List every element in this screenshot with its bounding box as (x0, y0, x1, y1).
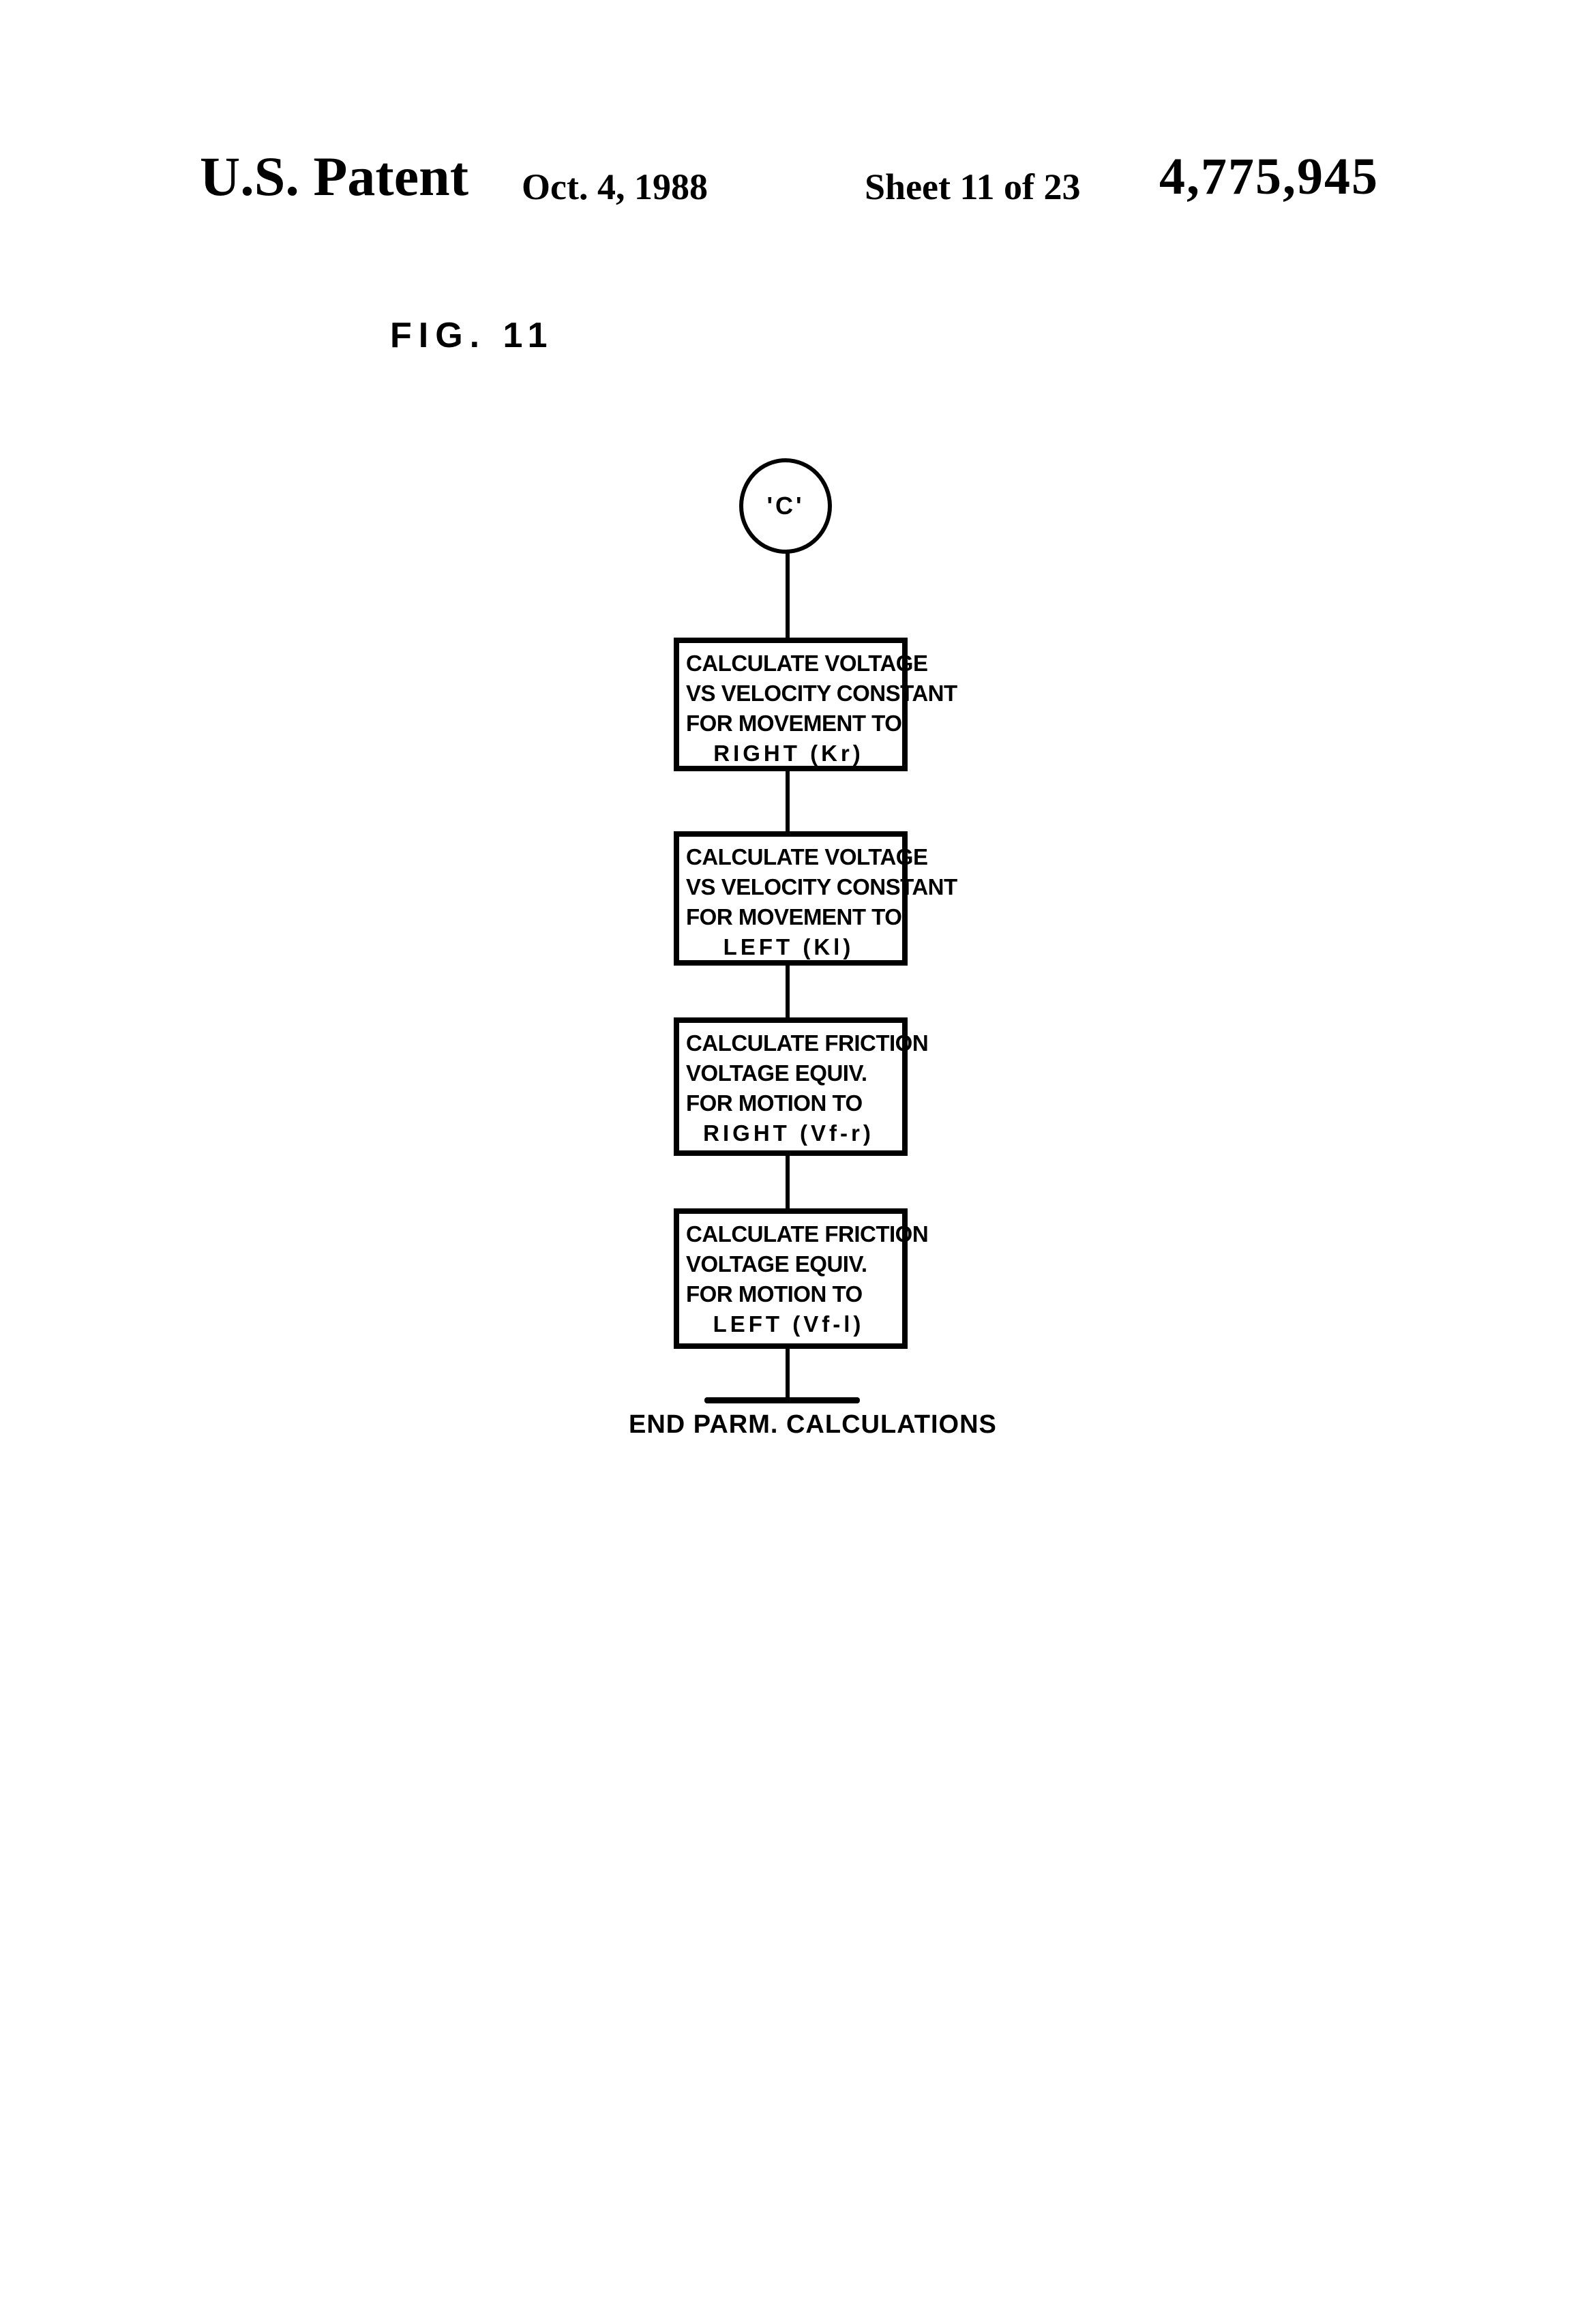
flow-end-terminator-bar (704, 1397, 860, 1403)
step-line: CALCULATE FRICTION (686, 1221, 929, 1247)
flow-line-3 (786, 964, 790, 1019)
flow-line-2 (786, 770, 790, 831)
flow-step-calc-kr (674, 638, 957, 771)
flow-step-calc-kl (674, 831, 957, 966)
step-line: CALCULATE VOLTAGE (686, 651, 928, 676)
step-line: VOLTAGE EQUIV. (686, 1251, 867, 1277)
step-line: VS VELOCITY CONSTANT (686, 681, 957, 706)
step-line: LEFT (Kl) (723, 934, 854, 959)
flow-line-5 (786, 1347, 790, 1400)
step-line: CALCULATE FRICTION (686, 1030, 929, 1056)
flow-step-calc-vfr (674, 1017, 929, 1156)
connector-label: 'C' (766, 492, 805, 520)
step-line: VS VELOCITY CONSTANT (686, 874, 957, 899)
flow-step-calc-vfl (674, 1208, 929, 1349)
flow-line-1 (786, 550, 790, 639)
step-line: FOR MOTION TO (686, 1281, 863, 1307)
patent-sheet-count: Sheet 11 of 23 (865, 166, 1081, 207)
step-line: LEFT (Vf-l) (713, 1311, 865, 1337)
step-line: FOR MOVEMENT TO (686, 711, 902, 736)
step-line: FOR MOVEMENT TO (686, 904, 902, 929)
step-line: FOR MOTION TO (686, 1090, 863, 1116)
patent-date: Oct. 4, 1988 (522, 166, 708, 207)
flow-end-label: END PARM. CALCULATIONS (629, 1410, 997, 1439)
figure-label: FIG. 11 (390, 316, 554, 355)
flowchart-connector-c (739, 458, 832, 554)
step-line: CALCULATE VOLTAGE (686, 844, 928, 869)
flow-line-4 (786, 1154, 790, 1210)
patent-header-label: U.S. Patent (200, 145, 469, 207)
step-line: RIGHT (Vf-r) (703, 1120, 874, 1146)
step-line: VOLTAGE EQUIV. (686, 1060, 867, 1086)
step-line: RIGHT (Kr) (713, 741, 864, 766)
patent-number: 4,775,945 (1159, 148, 1379, 205)
